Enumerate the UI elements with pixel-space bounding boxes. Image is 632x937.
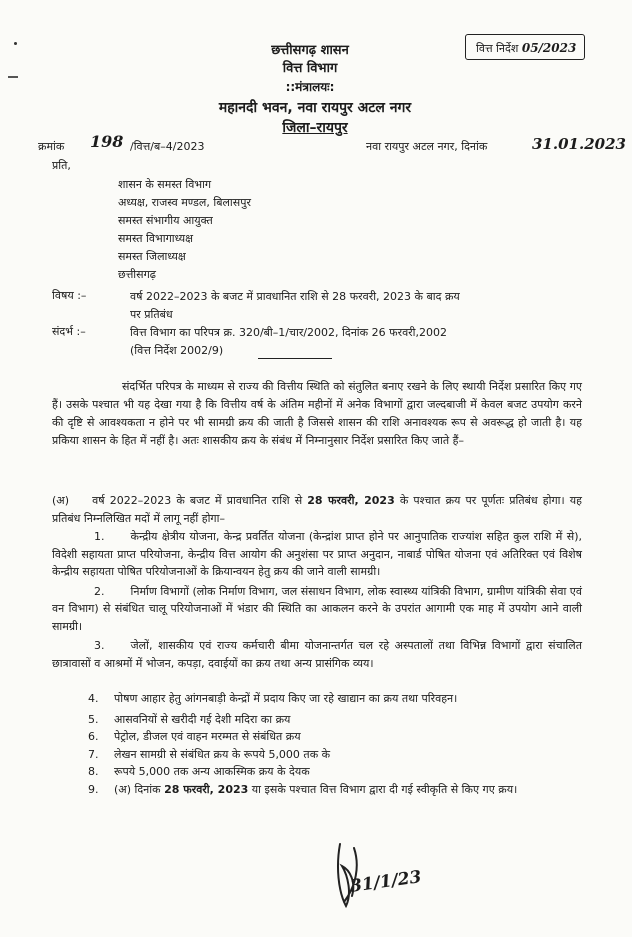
list-item <box>88 763 548 781</box>
reference-line-1: वित्त विभाग का परिपत्र क्र. 320/बी–1/चार/2002, दिनांक 26 फरवरी,2002 <box>130 326 448 339</box>
reference-line <box>38 132 626 158</box>
item-text: जेलों, शासकीय एवं राज्य कर्मचारी बीमा योजनान्तर्गत चल रहे अस्पतालों तथा विभिन्न विभागों द्वारा संचालित छात्रावासों व आश्रमों में भोजन, कपड़ा, दवाईयों का क्रय तथा अन्य प्रासंगिक व्यय। <box>52 639 582 670</box>
issue-date: 31.01.2023 <box>532 135 626 153</box>
krmank-label: क्रमांक <box>38 140 65 153</box>
item-number: 7. <box>88 747 99 761</box>
list-item <box>88 690 548 708</box>
item-text: निर्माण विभागों (लोक निर्माण विभाग, जल संसाधन विभाग, लोक स्वास्थ्य यांत्रिकी विभाग, ग्रामीण यांत्रिकी सेवा एवं वन विभाग) से संबंधित चालू परियोजनाओं में भंडार की स्थिति का आकलन करने के उपरांत आगामी एक माह में उपयोग आने वाली सामग्री। <box>52 584 582 633</box>
exemption-list-short <box>88 690 548 798</box>
scan-speck <box>8 76 18 78</box>
clause-a <box>52 492 582 528</box>
reference-number: 198 <box>90 132 124 151</box>
subject-line-1: वर्ष 2022–2023 के बजट में प्रावधानित राशि से 28 फरवरी, 2023 के बाद क्रय <box>130 290 460 303</box>
list-item <box>52 583 582 636</box>
recipients-list <box>118 176 418 284</box>
directive-number-box <box>465 34 585 60</box>
item9-text: या इसके पश्चात वित्त विभाग द्वारा दी गई स्वीकृति से किए गए क्रय। <box>251 782 518 796</box>
department-name: वित्त विभाग <box>282 61 338 76</box>
recipient: अध्यक्ष, राजस्व मण्डल, बिलासपुर <box>118 196 251 209</box>
intro-paragraph: संदर्भित परिपत्र के माध्यम से राज्य की वित्तीय स्थिति को संतुलित बनाए रखने के लिए स्थायी निर्देश प्रसारित किए गए हैं। उसके पश्चात भी यह देखा गया है कि वित्तीय वर्ष के अंतिम महीनों में अनेक विभागों द्वारा जल्दबाजी में केवल बजट उपयोग करने की दृष्टि से आवश्यकता न होने पर भी सामग्री क्रय की जाती है जिससे शासन की राशि अनावश्यक रूप से अवरूद्ध हो जाती है। यह प्रकिया शासन के हित में नहीं है। अतः शासकीय क्रय के संबंध में निम्नानुसार निर्देश प्रसारित किए जाते हैं– <box>52 380 582 447</box>
recipient: समस्त विभागाध्यक्ष <box>118 232 194 245</box>
item-text: रूपये 5,000 तक अन्य आकस्मिक क्रय के देयक <box>114 765 310 778</box>
recipient: शासन के समस्त विभाग <box>118 178 212 191</box>
item-number: 2. <box>94 584 105 598</box>
item-text: केन्द्रीय क्षेत्रीय योजना, केन्द्र प्रवर्तित योजना (केन्द्रांश प्राप्त होने पर आनुपातिक राज्यांश सहित कुल राशि में से), विदेशी सहायता प्राप्त परियोजना, केन्द्रीय वित्त आयोग की अनुशंसा पर प्राप्त अनुदान, नाबार्ड पोषित योजना एवं अतिरिक्त एवं विशेष केन्द्रीय सहायता पोषित परियोजनाओं के क्रियान्वयन हेतु क्रय की जाने वाली सामग्री। <box>52 530 582 578</box>
item-number: 5. <box>88 712 99 726</box>
recipient: समस्त संभागीय आयुक्त <box>118 214 213 227</box>
clause-a-label: (अ) <box>52 494 69 507</box>
item-text: लेखन सामग्री से संबंधित क्रय के रूपये 5,000 तक के <box>114 747 331 761</box>
item-text <box>114 781 517 799</box>
building-line: महानदी भवन, नवा रायपुर अटल नगर <box>218 100 412 116</box>
place-date-label: नवा रायपुर अटल नगर, दिनांक <box>366 140 488 153</box>
reference-text <box>130 324 580 360</box>
item-number: 6. <box>88 730 99 743</box>
item-number: 4. <box>88 692 99 705</box>
list-item <box>88 711 548 729</box>
ministry-name: ::मंत्रालयः: <box>285 80 335 94</box>
subject-line-2: पर प्रतिबंध <box>130 308 173 321</box>
exemption-list-long <box>52 528 582 672</box>
scan-speck <box>14 42 17 45</box>
letterhead <box>180 42 440 96</box>
list-item <box>52 528 582 581</box>
item-text: आसवनियों से खरीदी गई देशी मदिरा का क्रय <box>114 712 291 726</box>
building-address <box>150 98 480 138</box>
government-name: छत्तीसगढ़ शासन <box>271 43 349 58</box>
item-text: पोषण आहार हेतु आंगनबाड़ी केन्द्रों में प्रदाय किए जा रहे खाद्यान का क्रय तथा परिवहन। <box>114 692 458 705</box>
clause-a-text-2: के पश्चात क्रय पर पूर्णतः प्रतिबंध होगा। यह प्रतिबंध निम्नलिखित मदों में लागू नहीं होगा– <box>52 494 582 525</box>
subject-text <box>130 288 580 324</box>
recipient: छत्तीसगढ़ <box>118 268 156 281</box>
reference-label: संदर्भ :– <box>52 325 86 338</box>
item-number: 8. <box>88 765 99 778</box>
item9-date: 28 फरवरी, 2023 <box>164 782 249 796</box>
clause-a-date: 28 फरवरी, 2023 <box>307 494 395 507</box>
clause-a-text-1: वर्ष 2022–2023 के बजट में प्रावधानित राशि से <box>92 494 303 507</box>
subject-label: विषय :– <box>52 289 87 302</box>
directive-label: वित्त निर्देश <box>476 42 519 55</box>
item9-prefix: (अ) दिनांक <box>114 782 161 796</box>
directive-number: 05/2023 <box>521 41 577 55</box>
file-reference: /वित्त/ब–4/2023 <box>130 140 205 153</box>
signature-date: 31/1/23 <box>348 867 423 897</box>
list-item <box>88 781 548 799</box>
list-item <box>88 746 548 764</box>
recipient: समस्त जिलाध्यक्ष <box>118 250 186 263</box>
list-item <box>52 637 582 672</box>
prati-label: प्रति, <box>52 159 71 172</box>
divider-line <box>258 358 332 359</box>
item-number: 1. <box>94 530 105 543</box>
list-item <box>88 728 548 746</box>
item-number: 9. <box>88 782 99 796</box>
item-text: पेट्रोल, डीजल एवं वाहन मरम्मत से संबंधित क्रय <box>114 730 301 743</box>
item-number: 3. <box>94 639 105 652</box>
district-line: जिला–रायपुर <box>282 120 348 136</box>
reference-line-2: (वित्त निर्देश 2002/9) <box>130 344 224 357</box>
